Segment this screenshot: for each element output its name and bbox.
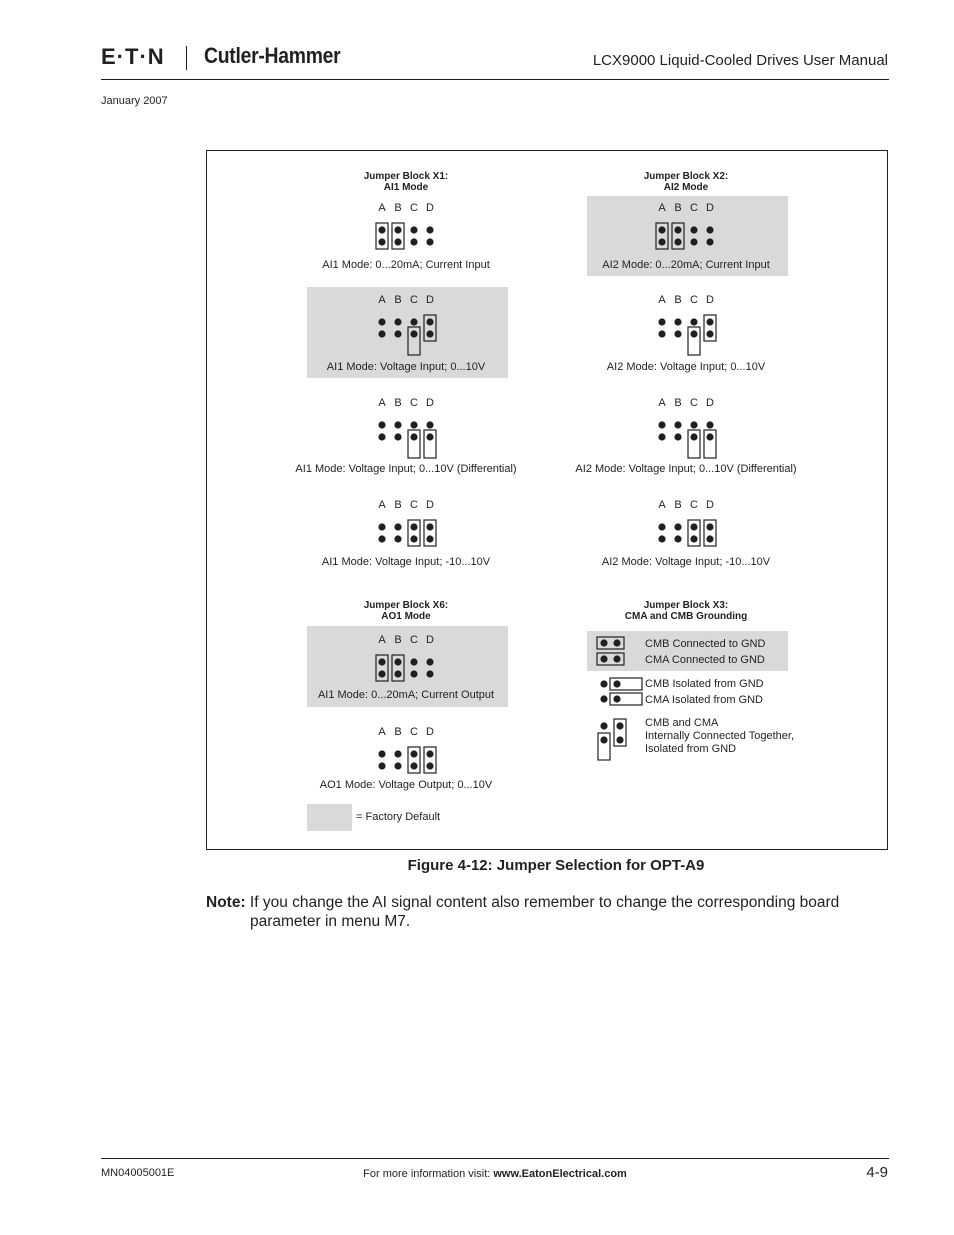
column-label-b: B [394,726,402,738]
column-label-a: A [378,634,386,646]
jumper-pin [378,421,385,428]
jumper-pin [378,238,385,245]
jumper-pin [706,523,713,530]
jumper-pin [410,750,417,757]
x3-cma-connected: CMA Connected to GND [645,654,765,666]
column-label-b: B [674,202,682,214]
jumper-pin [378,330,385,337]
column-label-d: D [706,294,714,306]
jumper-pin [378,658,385,665]
column-label-c: C [690,202,698,214]
jumper-pin [690,318,697,325]
column-label-a: A [378,294,386,306]
figure-caption: Figure 4-12: Jumper Selection for OPT-A9 [407,857,705,874]
header-rule [101,79,889,80]
jumper-pin [378,750,385,757]
jumper-pin [410,421,417,428]
jumper-pin [613,680,620,687]
column-label-d: D [706,499,714,511]
column-label-b: B [674,499,682,511]
jumper-pin [394,750,401,757]
column-label-b: B [674,397,682,409]
jumper-pin [674,433,681,440]
column-label-a: A [378,499,386,511]
x6-title: Jumper Block X6: [363,600,449,611]
jumper-pin [616,736,623,743]
x2-mode-voltage-bipolar: AI2 Mode: Voltage Input; -10...10V [601,556,771,568]
column-label-b: B [394,294,402,306]
jumper-pin [616,722,623,729]
x3-cmb-isolated: CMB Isolated from GND [645,678,764,690]
jumper-pin [658,318,665,325]
jumper-pin [394,658,401,665]
x3-title: Jumper Block X3: [643,600,729,611]
column-label-d: D [426,202,434,214]
column-label-c: C [410,634,418,646]
x2-mode-current-input: AI2 Mode: 0...20mA; Current Input [602,259,770,271]
legend-swatch [307,804,352,831]
column-label-d: D [426,294,434,306]
logo-divider [186,46,187,70]
column-label-c: C [690,294,698,306]
column-label-a: A [658,397,666,409]
column-label-c: C [410,397,418,409]
jumper-pin [658,523,665,530]
jumper-pin [706,226,713,233]
jumper-pin [600,722,607,729]
note-text-line2: parameter in menu M7. [250,913,411,930]
jumper-pin [410,762,417,769]
jumper-pin [706,330,713,337]
column-label-c: C [410,499,418,511]
jumper-pin [410,226,417,233]
jumper-pin [674,238,681,245]
website-link[interactable]: www.EatonElectrical.com [493,1168,627,1180]
column-label-a: A [658,294,666,306]
jumper-pin [426,330,433,337]
jumper-pin [690,523,697,530]
jumper-pin [674,330,681,337]
jumper-pin [410,433,417,440]
jumper-pin [690,330,697,337]
column-label-d: D [426,726,434,738]
eaton-logo: E·T·N [101,44,165,69]
jumper-pin [658,433,665,440]
document-number: MN04005001E [101,1167,175,1179]
note-paragraph [206,893,896,931]
x1-mode-voltage-0-10: AI1 Mode: Voltage Input; 0...10V [326,361,486,373]
jumper-pin [674,535,681,542]
jumper-pin [426,318,433,325]
x3-internal-1: CMB and CMA [645,717,719,729]
jumper-pin [690,421,697,428]
column-label-d: D [426,499,434,511]
x3-cma-isolated: CMA Isolated from GND [645,694,763,706]
jumper-pin [394,238,401,245]
jumper-pin [394,535,401,542]
footer-info-prefix: For more information visit: [363,1168,494,1180]
jumper-pin [658,535,665,542]
jumper-pin [658,421,665,428]
jumper-pin [426,750,433,757]
column-label-c: C [690,397,698,409]
publication-date: January 2007 [101,95,168,107]
jumper-pin [674,523,681,530]
column-label-d: D [706,397,714,409]
jumper-pin [690,238,697,245]
jumper-pin [600,695,607,702]
x3-subtitle: CMA and CMB Grounding [624,611,748,622]
jumper-pin [706,433,713,440]
x2-mode-voltage-0-10: AI2 Mode: Voltage Input; 0...10V [606,361,766,373]
jumper-pin [394,330,401,337]
jumper-pin [613,655,620,662]
jumper-pin [600,736,607,743]
jumper-pin [613,639,620,646]
jumper-pin [394,762,401,769]
column-label-a: A [378,397,386,409]
column-label-a: A [658,499,666,511]
figure-frame [206,150,888,850]
jumper-pin [426,433,433,440]
jumper-pin [426,238,433,245]
jumper-pin [690,535,697,542]
note-text-line1: If you change the AI signal content also remember to change the corresponding board [249,894,840,911]
jumper-pin [378,535,385,542]
x1-mode-voltage-bipolar: AI1 Mode: Voltage Input; -10...10V [321,556,491,568]
jumper-pin [600,680,607,687]
x1-subtitle: AI1 Mode [383,182,429,193]
jumper-pin [378,433,385,440]
column-label-b: B [394,397,402,409]
jumper-pin [394,670,401,677]
column-label-c: C [690,499,698,511]
jumper-pin [410,670,417,677]
jumper-pin [378,523,385,530]
column-label-a: A [378,726,386,738]
note-label: Note: [206,894,246,911]
jumper-pin [674,318,681,325]
jumper-pin [394,433,401,440]
jumper-pin [600,655,607,662]
jumper-pin [658,226,665,233]
page-number: 4-9 [866,1164,888,1181]
jumper-pin [426,535,433,542]
column-label-c: C [410,726,418,738]
column-label-d: D [426,634,434,646]
jumper-pin [378,670,385,677]
footer-rule [101,1158,889,1159]
jumper-pin [706,318,713,325]
jumper-pin [426,421,433,428]
jumper-pin [394,226,401,233]
jumper-pin [426,658,433,665]
column-label-b: B [394,634,402,646]
manual-title: LCX9000 Liquid-Cooled Drives User Manual [592,52,888,69]
x2-mode-voltage-differential: AI2 Mode: Voltage Input; 0...10V (Differential) [575,463,797,475]
jumper-pin [706,238,713,245]
brand-name: Cutler-Hammer [204,43,341,68]
x6-subtitle: AO1 Mode [381,611,431,622]
footer-info [300,1168,690,1180]
jumper-pin [426,523,433,530]
jumper-pin [394,421,401,428]
column-label-a: A [658,202,666,214]
jumper-pin [426,670,433,677]
x3-internal-2: Internally Connected Together, [645,730,795,742]
jumper-pin [658,330,665,337]
jumper-pin [410,330,417,337]
jumper-pin [706,421,713,428]
jumper-pin [674,226,681,233]
jumper-pin [394,523,401,530]
legend-label: = Factory Default [356,811,441,823]
x2-title: Jumper Block X2: [643,171,729,182]
jumper-pin [410,238,417,245]
column-label-b: B [394,499,402,511]
jumper-pin [706,535,713,542]
column-label-c: C [410,202,418,214]
x6-mode-current-output: AI1 Mode: 0...20mA; Current Output [317,689,495,701]
jumper-pin [378,762,385,769]
x1-mode-current-input: AI1 Mode: 0...20mA; Current Input [322,259,490,271]
jumper-pin [613,695,620,702]
jumper-pin [394,318,401,325]
jumper-pin [410,658,417,665]
jumper-pin [426,762,433,769]
x1-mode-voltage-differential: AI1 Mode: Voltage Input; 0...10V (Differential) [295,463,517,475]
jumper-pin [690,433,697,440]
x3-cmb-connected: CMB Connected to GND [645,638,766,650]
column-label-c: C [410,294,418,306]
column-label-a: A [378,202,386,214]
jumper-pin [410,318,417,325]
column-label-b: B [674,294,682,306]
jumper-pin [410,535,417,542]
jumper-pin [690,226,697,233]
x6-mode-voltage-output: AO1 Mode: Voltage Output; 0...10V [319,779,493,791]
jumper-pin [600,639,607,646]
jumper-pin [426,226,433,233]
x2-subtitle: AI2 Mode [663,182,709,193]
jumper-pin [674,421,681,428]
column-label-d: D [426,397,434,409]
jumper-pin [378,318,385,325]
x3-internal-3: Isolated from GND [645,743,737,755]
jumper-pin [378,226,385,233]
x1-title: Jumper Block X1: [363,171,449,182]
jumper-pin [658,238,665,245]
jumper-diagram [206,150,888,850]
column-label-d: D [706,202,714,214]
jumper-pin [410,523,417,530]
column-label-b: B [394,202,402,214]
